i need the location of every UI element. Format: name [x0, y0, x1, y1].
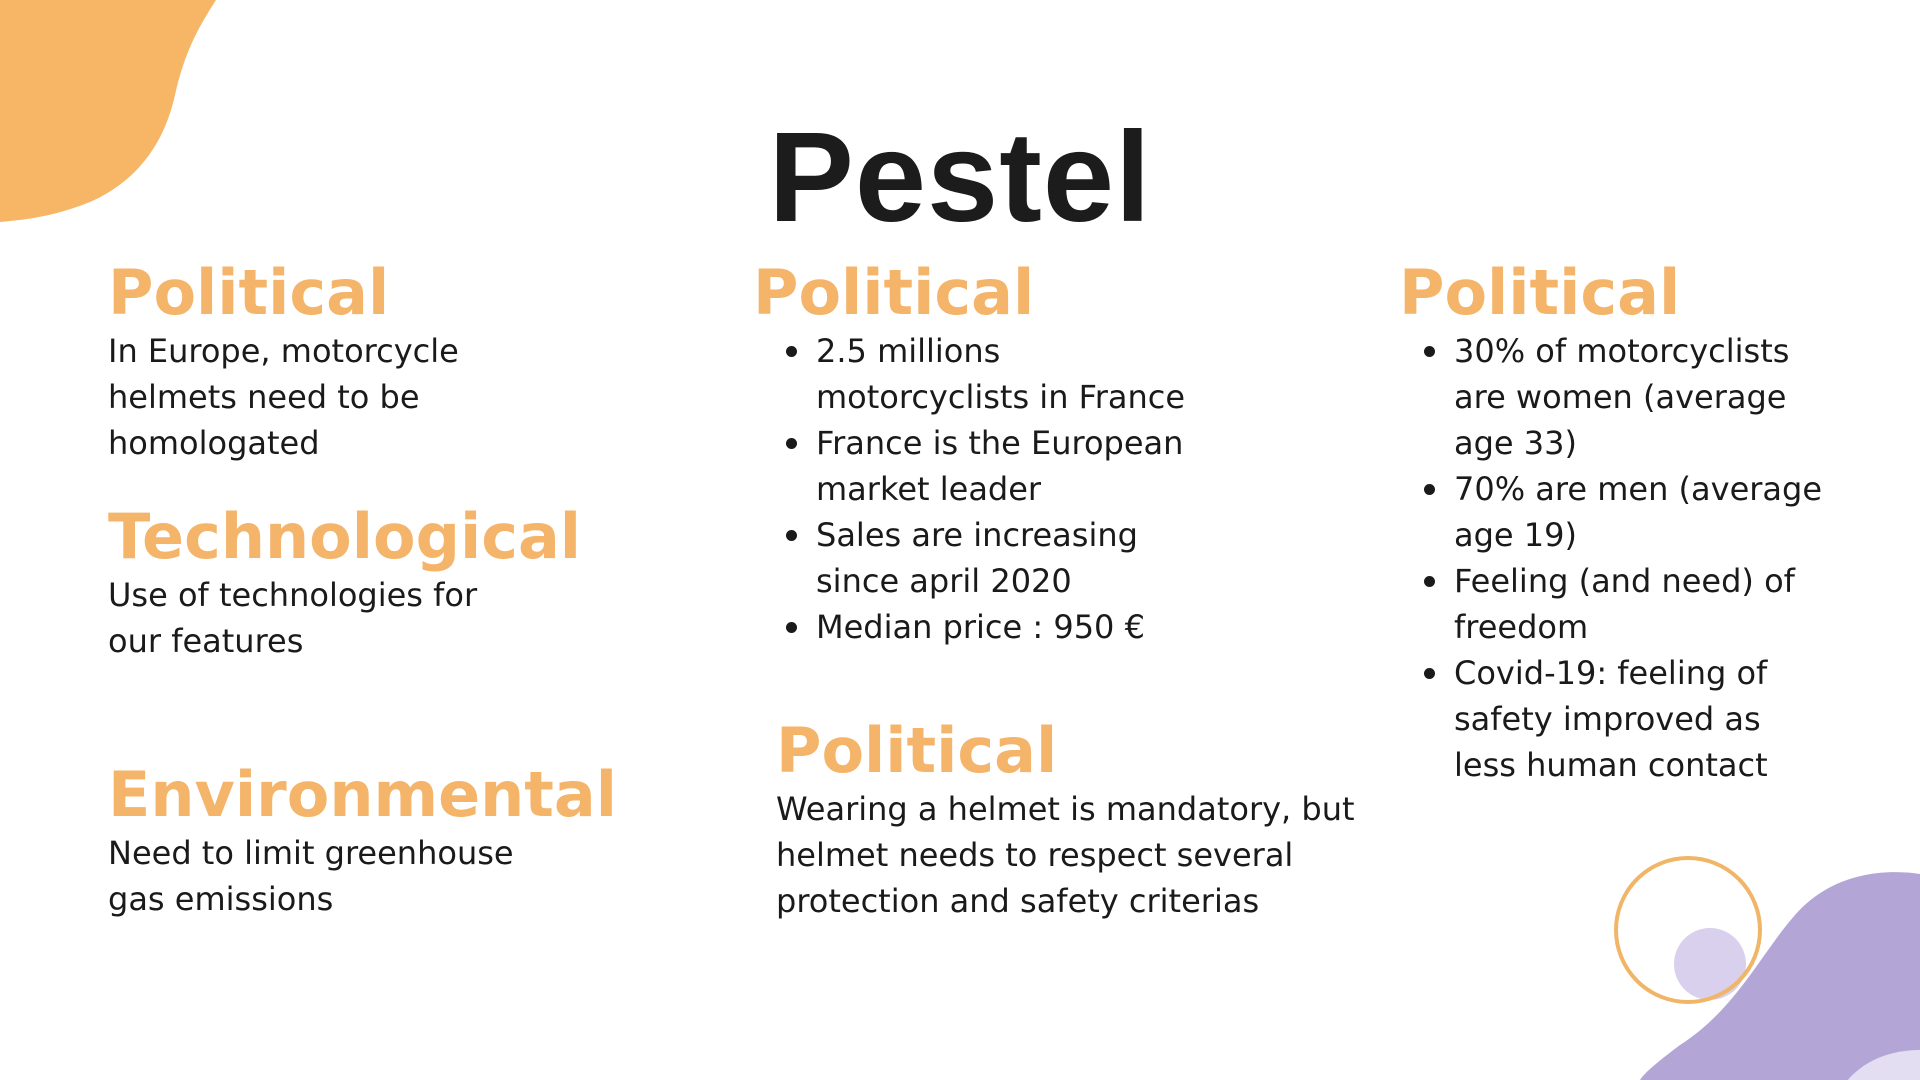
- list-item: [1424, 558, 1822, 650]
- right-political-heading: Political: [1399, 256, 1681, 329]
- text-line: Feeling (and need) of: [1454, 562, 1795, 600]
- text-line: In Europe, motorcycle: [108, 332, 459, 370]
- text-line: are women (average: [1454, 378, 1787, 416]
- text-line: age 33): [1454, 424, 1577, 462]
- middle-bottom-political-section: [776, 716, 1355, 924]
- text-line: Wearing a helmet is mandatory, but: [776, 790, 1355, 828]
- text-line: Sales are increasing: [816, 516, 1138, 554]
- text-line: market leader: [816, 470, 1042, 508]
- text-line: Covid-19: feeling of: [1454, 654, 1768, 692]
- text-line: Use of technologies for: [108, 576, 478, 614]
- text-line: homologated: [108, 424, 320, 462]
- middle-top-political-section: [753, 258, 1185, 650]
- list-item: [1424, 650, 1822, 788]
- text-line: protection and safety criterias: [776, 882, 1260, 920]
- right-political-section: [1399, 258, 1822, 788]
- text-line: gas emissions: [108, 880, 334, 918]
- text-line: Median price : 950 €: [816, 608, 1145, 646]
- text-line: freedom: [1454, 608, 1589, 646]
- list-item: [786, 512, 1185, 604]
- text-line: age 19): [1454, 516, 1577, 554]
- text-line: 30% of motorcyclists: [1454, 332, 1790, 370]
- left-environmental-heading: Environmental: [108, 758, 617, 831]
- left-environmental-section: [108, 760, 617, 922]
- left-environmental-text: [108, 830, 617, 922]
- text-line: 70% are men (average: [1454, 470, 1823, 508]
- right-bullet-list: [1424, 328, 1822, 788]
- text-line: helmet needs to respect several: [776, 836, 1294, 874]
- text-line: helmets need to be: [108, 378, 420, 416]
- text-line: 2.5 millions: [816, 332, 1001, 370]
- text-line: motorcyclists in France: [816, 378, 1186, 416]
- left-technological-heading: Technological: [108, 500, 582, 573]
- middle-bottom-political-text: [776, 786, 1355, 924]
- slide-title: Pestel: [768, 106, 1152, 249]
- text-line: France is the European: [816, 424, 1184, 462]
- text-line: safety improved as: [1454, 700, 1761, 738]
- left-political-section: [108, 258, 459, 466]
- list-item: [1424, 466, 1822, 558]
- middle-top-political-heading: Political: [753, 256, 1035, 329]
- middle-bottom-political-heading: Political: [776, 714, 1058, 787]
- left-technological-text: [108, 572, 581, 664]
- list-item: [786, 604, 1185, 650]
- text-line: since april 2020: [816, 562, 1072, 600]
- list-item: [1424, 328, 1822, 466]
- list-item: [786, 420, 1185, 512]
- left-political-heading: Political: [108, 256, 390, 329]
- list-item: [786, 328, 1185, 420]
- light-purple-circle: [1674, 928, 1746, 1000]
- left-political-text: [108, 328, 459, 466]
- text-line: less human contact: [1454, 746, 1768, 784]
- text-line: Need to limit greenhouse: [108, 834, 514, 872]
- bottom-right-decoration: [1600, 840, 1920, 1080]
- left-technological-section: [108, 502, 581, 664]
- text-line: our features: [108, 622, 304, 660]
- middle-top-bullet-list: [786, 328, 1185, 650]
